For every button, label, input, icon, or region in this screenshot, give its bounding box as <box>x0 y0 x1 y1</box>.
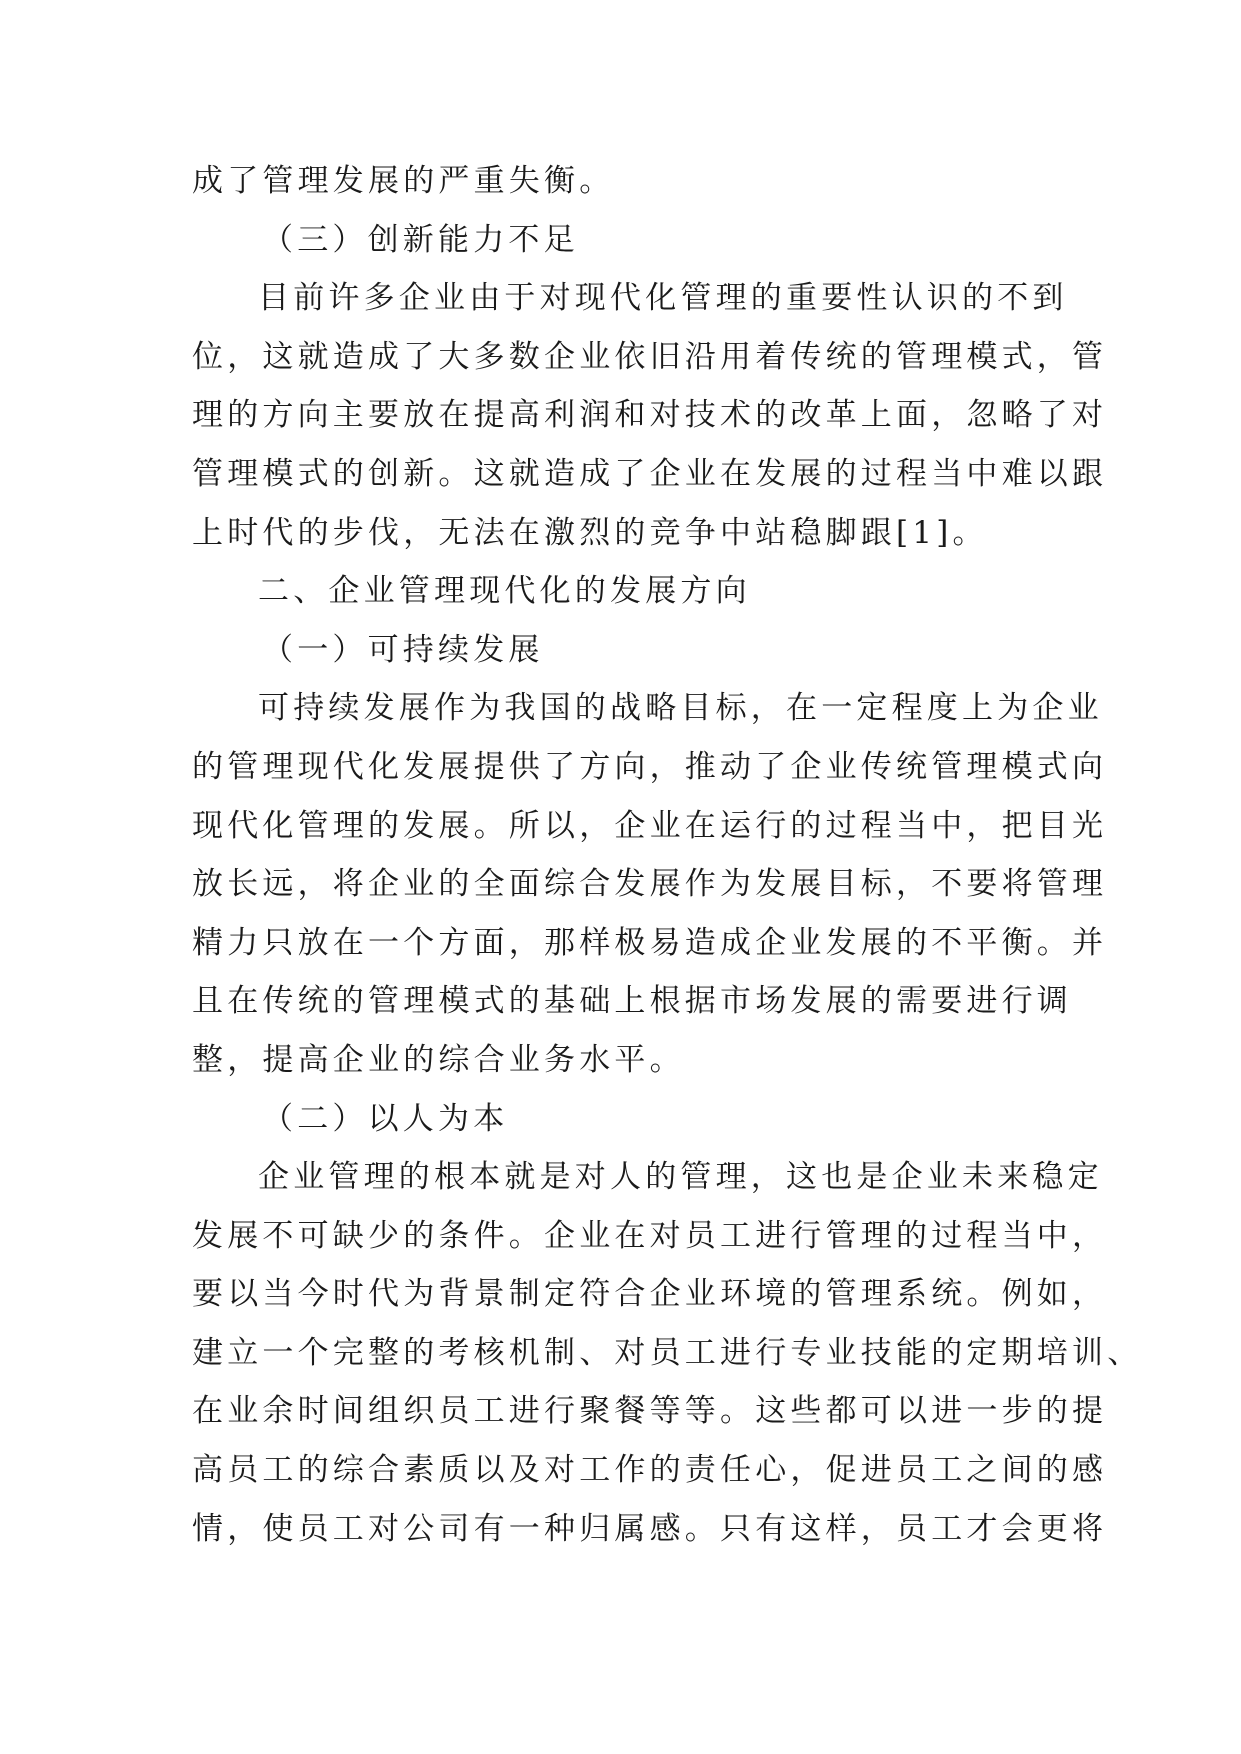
section-heading-people-oriented: （二）以人为本 <box>262 1100 509 1137</box>
paragraph-line: 位，这就造成了大多数企业依旧沿用着传统的管理模式，管 <box>192 338 1108 375</box>
paragraph-line: 企业管理的根本就是对人的管理，这也是企业未来稳定 <box>258 1159 1103 1196</box>
section-heading-innovation: （三）创新能力不足 <box>262 221 579 258</box>
paragraph-line: 且在传统的管理模式的基础上根据市场发展的需要进行调 <box>192 983 1072 1020</box>
paragraph-line: 成了管理发展的严重失衡。 <box>192 163 615 199</box>
chapter-heading: 二、企业管理现代化的发展方向 <box>258 573 751 610</box>
paragraph-line: 可持续发展作为我国的战略目标，在一定程度上为企业 <box>258 690 1103 727</box>
paragraph-line: 的管理现代化发展提供了方向，推动了企业传统管理模式向 <box>192 748 1108 785</box>
paragraph-line: 现代化管理的发展。所以，企业在运行的过程当中，把目光 <box>192 807 1108 844</box>
paragraph-line: 要以当今时代为背景制定符合企业环境的管理系统。例如， <box>192 1276 1108 1313</box>
paragraph-line: 整，提高企业的综合业务水平。 <box>192 1041 685 1078</box>
paragraph-line: 管理模式的创新。这就造成了企业在发展的过程当中难以跟 <box>192 455 1108 492</box>
paragraph-line: 在业余时间组织员工进行聚餐等等。这些都可以进一步的提 <box>192 1393 1108 1430</box>
paragraph-line: 精力只放在一个方面，那样极易造成企业发展的不平衡。并 <box>192 924 1108 961</box>
paragraph-line: 目前许多企业由于对现代化管理的重要性认识的不到 <box>258 280 1068 317</box>
body-text <box>192 152 1143 1558</box>
paragraph-line: 上时代的步伐，无法在激烈的竞争中站稳脚跟[1]。 <box>192 514 988 551</box>
paragraph-line: 放长远，将企业的全面综合发展作为发展目标，不要将管理 <box>192 866 1108 903</box>
section-heading-sustainable: （一）可持续发展 <box>262 631 544 668</box>
paragraph-line: 高员工的综合素质以及对工作的责任心，促进员工之间的感 <box>192 1452 1108 1489</box>
paragraph-line: 建立一个完整的考核机制、对员工进行专业技能的定期培训、 <box>192 1334 1143 1371</box>
paragraph-line: 发展不可缺少的条件。企业在对员工进行管理的过程当中， <box>192 1217 1108 1254</box>
paragraph-line: 理的方向主要放在提高利润和对技术的改革上面，忽略了对 <box>192 397 1108 434</box>
paragraph-line: 情，使员工对公司有一种归属感。只有这样，员工才会更将 <box>192 1510 1108 1547</box>
